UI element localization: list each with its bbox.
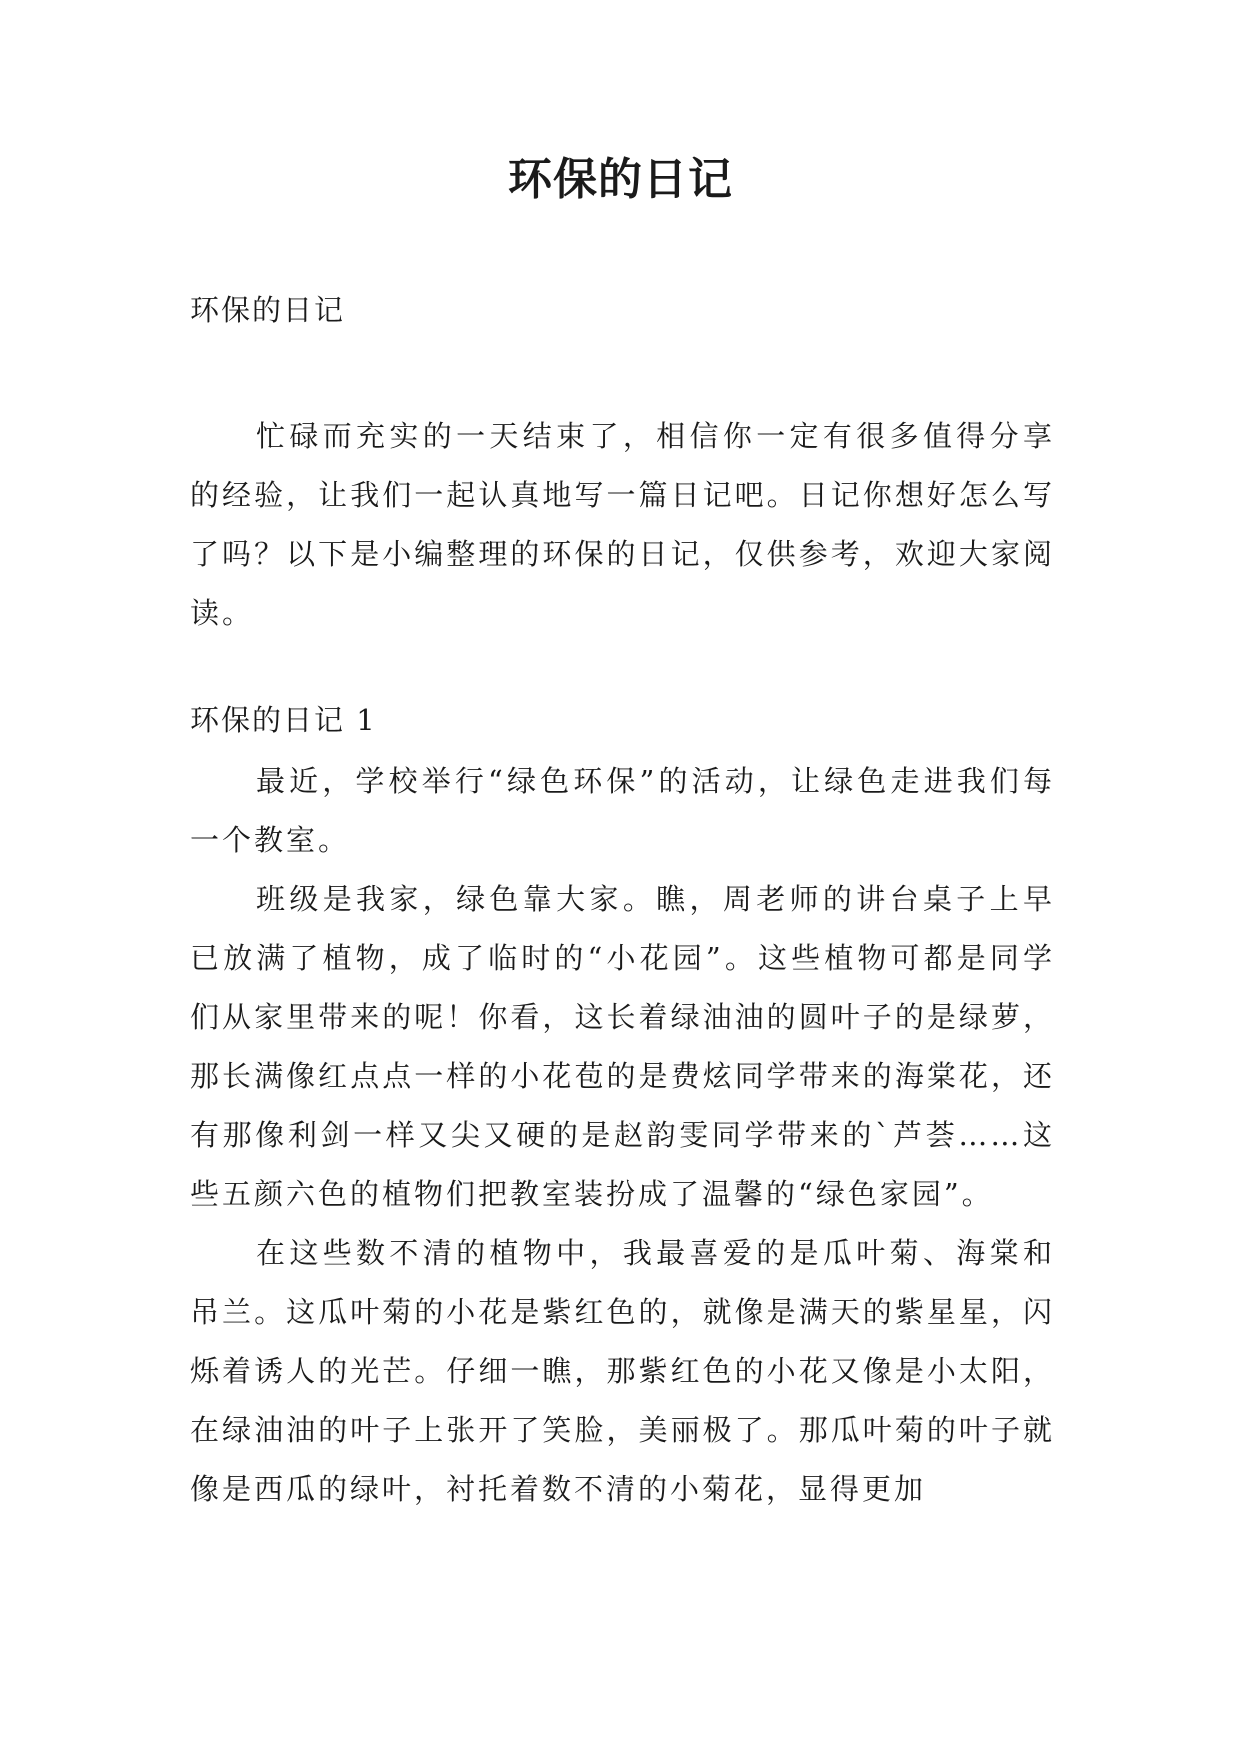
document-subtitle: 环保的日记: [190, 293, 346, 327]
diary-body: [190, 752, 1055, 1519]
section-heading: 环保的日记 1: [190, 703, 377, 737]
body-paragraph-3: 在这些数不清的植物中，我最喜爱的是瓜叶菊、海棠和吊兰。这瓜叶菊的小花是紫红色的，就像是满天的紫星星，闪烁着诱人的光芒。仔细一瞧，那紫红色的小花又像是小太阳，在绿油油的叶子上张开了笑脸，美丽极了。那瓜叶菊的叶子就像是西瓜的绿叶，衬托着数不清的小菊花，显得更加: [190, 1236, 1055, 1506]
page-title: 环保的日记: [508, 154, 733, 205]
body-paragraph-2: 班级是我家，绿色靠大家。瞧，周老师的讲台桌子上早已放满了植物，成了临时的“小花园”。这些植物可都是同学们从家里带来的呢！你看，这长着绿油油的圆叶子的是绿萝，那长满像红点点一样的小花苞的是费炫同学带来的海棠花，还有那像利剑一样又尖又硬的是赵韵雯同学带来的`芦荟……这些五颜六色的植物们把教室装扮成了温馨的“绿色家园”。: [190, 882, 1055, 1211]
intro-paragraph: 忙碌而充实的一天结束了，相信你一定有很多值得分享的经验，让我们一起认真地写一篇日记吧。日记你想好怎么写了吗？以下是小编整理的环保的日记，仅供参考，欢迎大家阅读。: [190, 419, 1055, 630]
body-paragraph-1: 最近，学校举行“绿色环保”的活动，让绿色走进我们每一个教室。: [190, 764, 1055, 857]
